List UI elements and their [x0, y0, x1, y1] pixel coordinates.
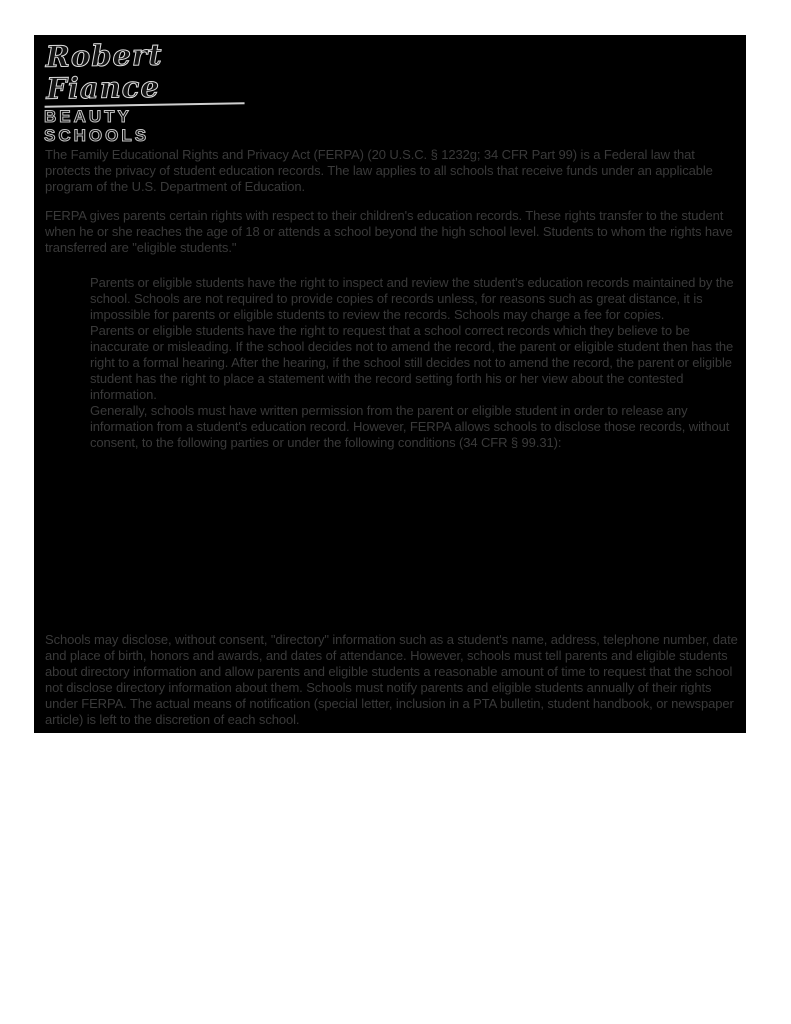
intro-paragraph-ferpa-definition: The Family Educational Rights and Privacy Act (FERPA) (20 U.S.C. § 1232g; 34 CFR Part 99) is a Federal law that protects the privacy of student education records. The law applies to all schools that receive funds under an applicable program of the U.S. Department of Education. [45, 147, 713, 194]
list-item-inspect-records: Parents or eligible students have the right to inspect and review the student's education records maintained by the school. Schools are not required to provide copies of records unless, for reasons such as great distance, it is impossible for parents or eligible students to review the records. Schools may charge a fee for copies. [90, 275, 734, 322]
logo-subtitle-text: BEAUTY SCHOOLS [44, 107, 150, 145]
school-logo [44, 39, 244, 145]
logo-script-text: Robert Fiance [43, 37, 244, 107]
list-item-written-permission: Generally, schools must have written permission from the parent or eligible student in order to release any information from a student's education record. However, FERPA allows schools to disclose those records, without consent, to the following parties or under the following conditions (34 CFR § 99.31): [90, 403, 730, 450]
rights-list [90, 275, 748, 451]
intro-paragraph-parent-rights: FERPA gives parents certain rights with respect to their children's education records. These rights transfer to the student when he or she reaches the age of 18 or attends a school beyond the high school level. Students to whom the rights have transferred are "eligible students." [45, 208, 733, 255]
closing-paragraph-directory-information: Schools may disclose, without consent, "directory" information such as a student's name, address, telephone number, date and place of birth, honors and awards, and dates of attendance. However, schools must tell parents and eligible students about directory information and allow parents and eligible students a reasonable amount of time to request that the school not disclose directory information about them. Schools must notify parents and eligible students annually of their rights under FERPA. The actual means of notification (special letter, inclusion in a PTA bulletin, student handbook, or newspaper article) is left to the discretion of each school. [45, 632, 738, 727]
list-item-request-correction: Parents or eligible students have the right to request that a school correct records which they believe to be inaccurate or misleading. If the school decides not to amend the record, the parent or eligible student then has the right to a formal hearing. After the hearing, if the school still decides not to amend the record, the parent or eligible student has the right to place a statement with the record setting forth his or her view about the contested information. [90, 323, 734, 402]
ferpa-notice-panel [34, 35, 746, 733]
